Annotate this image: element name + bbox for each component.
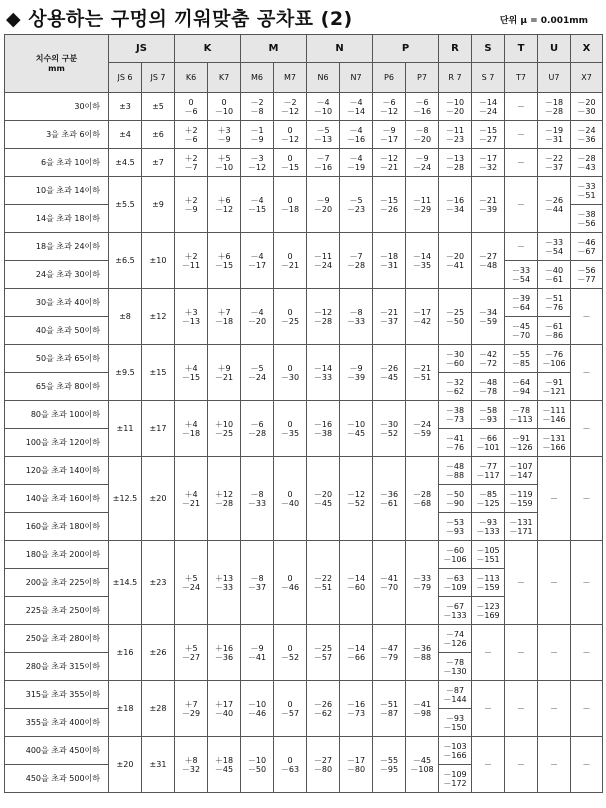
tol-p6: －30 －52 xyxy=(373,401,406,457)
tol-m7: 0 －12 xyxy=(274,121,307,149)
tol-x7: － xyxy=(571,345,603,401)
group-header-row xyxy=(5,35,603,63)
tol-t7: － xyxy=(505,121,538,149)
tol-js6: ±5.5 xyxy=(109,177,142,233)
size-range: 200을 초과 225이하 xyxy=(5,569,109,597)
tol-k7: ＋3 －9 xyxy=(208,121,241,149)
tol-m7: 0 －25 xyxy=(274,289,307,345)
tol-x7: － xyxy=(571,401,603,457)
tol-p6: －41 －70 xyxy=(373,541,406,625)
size-range: 50을 초과 65이하 xyxy=(5,345,109,373)
table-row xyxy=(5,625,603,653)
tol-m7: 0 －63 xyxy=(274,737,307,793)
tol-t7: －131 －171 xyxy=(505,513,538,541)
tol-k7: ＋17 －40 xyxy=(208,681,241,737)
tol-js6: ±20 xyxy=(109,737,142,793)
tol-t7: －64 －94 xyxy=(505,373,538,401)
table-row xyxy=(5,93,603,121)
tol-x7: － xyxy=(571,289,603,345)
tol-r7: －67 －133 xyxy=(439,597,472,625)
table-row xyxy=(5,233,603,261)
size-range: 14을 초과 18이하 xyxy=(5,205,109,233)
tol-r7: －25 －50 xyxy=(439,289,472,345)
group-header: X xyxy=(571,35,603,63)
tol-js7: ±15 xyxy=(142,345,175,401)
tol-js6: ±16 xyxy=(109,625,142,681)
tol-u7: － xyxy=(538,625,571,681)
table-row xyxy=(5,345,603,373)
tol-u7: －19 －31 xyxy=(538,121,571,149)
tol-n7: －4 －14 xyxy=(340,93,373,121)
tol-n6: －14 －33 xyxy=(307,345,340,401)
size-range: 65을 초과 80이하 xyxy=(5,373,109,401)
class-header: M7 xyxy=(274,63,307,93)
tol-r7: －60 －106 xyxy=(439,541,472,569)
group-header: U xyxy=(538,35,571,63)
tol-js6: ±9.5 xyxy=(109,345,142,401)
tol-js6: ±18 xyxy=(109,681,142,737)
tol-r7: －30 －60 xyxy=(439,345,472,373)
table-row xyxy=(5,149,603,177)
tol-m7: 0 －30 xyxy=(274,345,307,401)
class-header: S 7 xyxy=(472,63,505,93)
tol-x7: － xyxy=(571,681,603,737)
class-header: T7 xyxy=(505,63,538,93)
tol-n6: －22 －51 xyxy=(307,541,340,625)
tol-x7: －20 －30 xyxy=(571,93,603,121)
tol-x7: －46 －67 xyxy=(571,233,603,261)
tol-p7: －24 －59 xyxy=(406,401,439,457)
tol-r7: －93 －150 xyxy=(439,709,472,737)
table-row xyxy=(5,541,603,569)
class-header: N6 xyxy=(307,63,340,93)
tol-m6: －4 －20 xyxy=(241,289,274,345)
class-header: P7 xyxy=(406,63,439,93)
tol-js6: ±14.5 xyxy=(109,541,142,625)
tol-s7: －77 －117 xyxy=(472,457,505,485)
tol-p7: －45 －108 xyxy=(406,737,439,793)
tol-k7: ＋10 －25 xyxy=(208,401,241,457)
tol-t7: －107 －147 xyxy=(505,457,538,485)
tol-k6: ＋2 －9 xyxy=(175,177,208,233)
class-header: JS 6 xyxy=(109,63,142,93)
tol-n7: －8 －33 xyxy=(340,289,373,345)
tol-t7: －55 －85 xyxy=(505,345,538,373)
class-header: R 7 xyxy=(439,63,472,93)
tol-m6: －4 －17 xyxy=(241,233,274,289)
tol-x7: －33 －51 xyxy=(571,177,603,205)
tol-k6: ＋4 －15 xyxy=(175,345,208,401)
tol-k6: ＋4 －18 xyxy=(175,401,208,457)
tol-m6: －1 －9 xyxy=(241,121,274,149)
tol-r7: －103 －166 xyxy=(439,737,472,765)
tol-s7: －34 －59 xyxy=(472,289,505,345)
group-header: JS xyxy=(109,35,175,63)
tol-u7: －76 －106 xyxy=(538,345,571,373)
table-row xyxy=(5,121,603,149)
tol-m6: －10 －50 xyxy=(241,737,274,793)
size-range: 120을 초과 140이하 xyxy=(5,457,109,485)
size-range: 24을 초과 30이하 xyxy=(5,261,109,289)
tol-p6: －26 －45 xyxy=(373,345,406,401)
tol-u7: － xyxy=(538,541,571,625)
tol-u7: － xyxy=(538,737,571,793)
tol-r7: －16 －34 xyxy=(439,177,472,233)
class-header: X7 xyxy=(571,63,603,93)
tol-p7: －8 －20 xyxy=(406,121,439,149)
size-range: 30이하 xyxy=(5,93,109,121)
size-range: 160을 초과 180이하 xyxy=(5,513,109,541)
tol-r7: －10 －20 xyxy=(439,93,472,121)
tol-k6: ＋3 －13 xyxy=(175,289,208,345)
tol-js7: ±31 xyxy=(142,737,175,793)
tol-m7: －2 －12 xyxy=(274,93,307,121)
tol-t7: － xyxy=(505,681,538,737)
tol-p7: －41 －98 xyxy=(406,681,439,737)
table-row xyxy=(5,401,603,429)
tol-t7: －45 －70 xyxy=(505,317,538,345)
tol-k7: ＋5 －10 xyxy=(208,149,241,177)
tol-p6: －9 －17 xyxy=(373,121,406,149)
tol-s7: －93 －133 xyxy=(472,513,505,541)
tol-u7: － xyxy=(538,681,571,737)
tol-n7: －17 －80 xyxy=(340,737,373,793)
size-range: 18을 초과 24이하 xyxy=(5,233,109,261)
group-header: M xyxy=(241,35,307,63)
table-row xyxy=(5,177,603,205)
tol-s7: －85 －125 xyxy=(472,485,505,513)
tol-n7: －9 －39 xyxy=(340,345,373,401)
tol-p7: －17 －42 xyxy=(406,289,439,345)
group-header: R xyxy=(439,35,472,63)
tol-s7: －15 －27 xyxy=(472,121,505,149)
tol-m6: －4 －15 xyxy=(241,177,274,233)
tol-n6: －26 －62 xyxy=(307,681,340,737)
class-header: M6 xyxy=(241,63,274,93)
size-range: 450을 초과 500이하 xyxy=(5,765,109,793)
tol-r7: －38 －73 xyxy=(439,401,472,429)
tol-p6: －36 －61 xyxy=(373,457,406,541)
tol-js6: ±11 xyxy=(109,401,142,457)
class-header: U7 xyxy=(538,63,571,93)
tol-n6: －20 －45 xyxy=(307,457,340,541)
tol-k7: 0 －10 xyxy=(208,93,241,121)
table-row xyxy=(5,737,603,765)
tol-js7: ±9 xyxy=(142,177,175,233)
tol-p6: －51 －87 xyxy=(373,681,406,737)
tol-js7: ±20 xyxy=(142,457,175,541)
tol-n6: －12 －28 xyxy=(307,289,340,345)
tol-m6: －2 －8 xyxy=(241,93,274,121)
tol-n6: －25 －57 xyxy=(307,625,340,681)
tol-p7: －9 －24 xyxy=(406,149,439,177)
table-row xyxy=(5,289,603,317)
tol-k6: ＋2 －6 xyxy=(175,121,208,149)
tol-t7: － xyxy=(505,541,538,625)
tol-r7: －13 －28 xyxy=(439,149,472,177)
tol-p7: －36 －88 xyxy=(406,625,439,681)
size-range: 250을 초과 280이하 xyxy=(5,625,109,653)
tol-s7: － xyxy=(472,737,505,793)
tol-n6: －4 －10 xyxy=(307,93,340,121)
tol-n6: －5 －13 xyxy=(307,121,340,149)
tol-x7: －28 －43 xyxy=(571,149,603,177)
tol-s7: －105 －151 xyxy=(472,541,505,569)
tol-n7: －4 －19 xyxy=(340,149,373,177)
tol-s7: －42 －72 xyxy=(472,345,505,373)
tol-p7: －11 －29 xyxy=(406,177,439,233)
tol-u7: －26 －44 xyxy=(538,177,571,233)
tol-r7: －63 －109 xyxy=(439,569,472,597)
tol-r7: －48 －88 xyxy=(439,457,472,485)
tol-p6: －6 －12 xyxy=(373,93,406,121)
tol-k6: ＋7 －29 xyxy=(175,681,208,737)
tol-m7: 0 －21 xyxy=(274,233,307,289)
tol-s7: － xyxy=(472,625,505,681)
tol-js7: ±23 xyxy=(142,541,175,625)
class-header: JS 7 xyxy=(142,63,175,93)
tol-m6: －8 －33 xyxy=(241,457,274,541)
size-range: 40을 초과 50이하 xyxy=(5,317,109,345)
size-range: 3을 초과 6이하 xyxy=(5,121,109,149)
tol-js7: ±5 xyxy=(142,93,175,121)
tol-t7: － xyxy=(505,233,538,261)
tol-n7: －14 －60 xyxy=(340,541,373,625)
size-range: 315을 초과 355이하 xyxy=(5,681,109,709)
tol-u7: － xyxy=(538,457,571,541)
group-header: P xyxy=(373,35,439,63)
size-range: 180을 초과 200이하 xyxy=(5,541,109,569)
tol-s7: －113 －159 xyxy=(472,569,505,597)
tol-s7: －17 －32 xyxy=(472,149,505,177)
table-row xyxy=(5,457,603,485)
tolerance-table xyxy=(4,34,603,793)
tol-m7: 0 －15 xyxy=(274,149,307,177)
tol-u7: －91 －121 xyxy=(538,373,571,401)
tol-r7: －53 －93 xyxy=(439,513,472,541)
size-range: 225을 초과 250이하 xyxy=(5,597,109,625)
tol-js7: ±26 xyxy=(142,625,175,681)
tol-p7: －28 －68 xyxy=(406,457,439,541)
tol-x7: －24 －36 xyxy=(571,121,603,149)
tol-s7: － xyxy=(472,681,505,737)
tol-r7: －78 －130 xyxy=(439,653,472,681)
tol-m7: 0 －35 xyxy=(274,401,307,457)
class-header: P6 xyxy=(373,63,406,93)
tol-x7: － xyxy=(571,541,603,625)
tol-s7: －14 －24 xyxy=(472,93,505,121)
tol-k7: ＋9 －21 xyxy=(208,345,241,401)
tol-r7: －87 －144 xyxy=(439,681,472,709)
tol-k6: ＋8 －32 xyxy=(175,737,208,793)
table-row xyxy=(5,681,603,709)
tol-m7: 0 －40 xyxy=(274,457,307,541)
tol-m7: 0 －46 xyxy=(274,541,307,625)
tol-u7: －18 －28 xyxy=(538,93,571,121)
tol-k7: ＋13 －33 xyxy=(208,541,241,625)
tol-m6: －10 －46 xyxy=(241,681,274,737)
tol-r7: －11 －23 xyxy=(439,121,472,149)
tol-k7: ＋16 －36 xyxy=(208,625,241,681)
tol-js6: ±4 xyxy=(109,121,142,149)
tol-p6: －21 －37 xyxy=(373,289,406,345)
tol-k7: ＋18 －45 xyxy=(208,737,241,793)
size-range: 80을 초과 100이하 xyxy=(5,401,109,429)
tol-n7: －14 －66 xyxy=(340,625,373,681)
tol-t7: － xyxy=(505,149,538,177)
tol-x7: － xyxy=(571,457,603,541)
tol-m7: 0 －57 xyxy=(274,681,307,737)
tol-u7: －61 －86 xyxy=(538,317,571,345)
tol-s7: －48 －78 xyxy=(472,373,505,401)
tol-x7: －56 －77 xyxy=(571,261,603,289)
size-range: 280을 초과 315이하 xyxy=(5,653,109,681)
group-header: T xyxy=(505,35,538,63)
tol-t7: － xyxy=(505,625,538,681)
tol-s7: －58 －93 xyxy=(472,401,505,429)
tol-n6: －11 －24 xyxy=(307,233,340,289)
tol-p7: －6 －16 xyxy=(406,93,439,121)
tol-n7: －5 －23 xyxy=(340,177,373,233)
tol-m6: －8 －37 xyxy=(241,541,274,625)
tol-k7: ＋6 －15 xyxy=(208,233,241,289)
tol-u7: －33 －54 xyxy=(538,233,571,261)
tol-js6: ±3 xyxy=(109,93,142,121)
page-title: ◆ 상용하는 구멍의 끼워맞춤 공차표 (2) xyxy=(6,8,353,30)
tol-m6: －5 －24 xyxy=(241,345,274,401)
tol-m7: 0 －52 xyxy=(274,625,307,681)
tol-m6: －6 －28 xyxy=(241,401,274,457)
tol-js6: ±6.5 xyxy=(109,233,142,289)
tol-s7: －123 －169 xyxy=(472,597,505,625)
tol-x7: －38 －56 xyxy=(571,205,603,233)
tol-r7: －74 －126 xyxy=(439,625,472,653)
tol-u7: －22 －37 xyxy=(538,149,571,177)
tol-p7: －33 －79 xyxy=(406,541,439,625)
size-range: 6을 초과 10이하 xyxy=(5,149,109,177)
tol-r7: －109 －172 xyxy=(439,765,472,793)
tol-k6: ＋2 －7 xyxy=(175,149,208,177)
class-header: K7 xyxy=(208,63,241,93)
tol-p6: －18 －31 xyxy=(373,233,406,289)
class-header: K6 xyxy=(175,63,208,93)
tol-u7: －40 －61 xyxy=(538,261,571,289)
tol-n6: －9 －20 xyxy=(307,177,340,233)
group-header: S xyxy=(472,35,505,63)
tol-u7: －51 －76 xyxy=(538,289,571,317)
tol-p6: －47 －79 xyxy=(373,625,406,681)
tol-k6: ＋5 －27 xyxy=(175,625,208,681)
tol-js6: ±12.5 xyxy=(109,457,142,541)
size-range: 30을 초과 40이하 xyxy=(5,289,109,317)
tol-u7: －131 －166 xyxy=(538,429,571,457)
tol-u7: －111 －146 xyxy=(538,401,571,429)
tol-t7: －78 －113 xyxy=(505,401,538,429)
group-header: K xyxy=(175,35,241,63)
tol-t7: － xyxy=(505,93,538,121)
size-range: 400을 초과 450이하 xyxy=(5,737,109,765)
tol-k6: ＋5 －24 xyxy=(175,541,208,625)
tol-n6: －27 －80 xyxy=(307,737,340,793)
tol-js7: ±12 xyxy=(142,289,175,345)
tol-n6: －7 －16 xyxy=(307,149,340,177)
tol-t7: －91 －126 xyxy=(505,429,538,457)
tol-r7: －20 －41 xyxy=(439,233,472,289)
tol-r7: －32 －62 xyxy=(439,373,472,401)
size-range: 10을 초과 14이하 xyxy=(5,177,109,205)
tol-t7: －39 －64 xyxy=(505,289,538,317)
tol-n7: －4 －16 xyxy=(340,121,373,149)
tol-t7: －33 －54 xyxy=(505,261,538,289)
size-range: 100을 초과 120이하 xyxy=(5,429,109,457)
class-header: N7 xyxy=(340,63,373,93)
tol-k7: ＋6 －12 xyxy=(208,177,241,233)
tol-s7: －27 －48 xyxy=(472,233,505,289)
tol-p7: －14 －35 xyxy=(406,233,439,289)
tol-p7: －21 －51 xyxy=(406,345,439,401)
tol-n7: －16 －73 xyxy=(340,681,373,737)
tol-k7: ＋7 －18 xyxy=(208,289,241,345)
tol-t7: －119 －159 xyxy=(505,485,538,513)
tol-s7: －66 －101 xyxy=(472,429,505,457)
tol-s7: －21 －39 xyxy=(472,177,505,233)
tol-js7: ±28 xyxy=(142,681,175,737)
tol-x7: － xyxy=(571,737,603,793)
tol-m6: －3 －12 xyxy=(241,149,274,177)
tol-k6: 0 －6 xyxy=(175,93,208,121)
tol-js7: ±10 xyxy=(142,233,175,289)
group-header: N xyxy=(307,35,373,63)
tol-m6: －9 －41 xyxy=(241,625,274,681)
tol-js7: ±6 xyxy=(142,121,175,149)
tol-p6: －12 －21 xyxy=(373,149,406,177)
tol-t7: － xyxy=(505,177,538,233)
tol-js6: ±4.5 xyxy=(109,149,142,177)
tol-js6: ±8 xyxy=(109,289,142,345)
tol-k6: ＋4 －21 xyxy=(175,457,208,541)
tol-js7: ±7 xyxy=(142,149,175,177)
tol-r7: －50 －90 xyxy=(439,485,472,513)
tol-n6: －16 －38 xyxy=(307,401,340,457)
tol-k7: ＋12 －28 xyxy=(208,457,241,541)
tol-m7: 0 －18 xyxy=(274,177,307,233)
tol-p6: －15 －26 xyxy=(373,177,406,233)
tol-t7: － xyxy=(505,737,538,793)
tol-js7: ±17 xyxy=(142,401,175,457)
tol-n7: －10 －45 xyxy=(340,401,373,457)
tol-x7: － xyxy=(571,625,603,681)
tol-n7: －12 －52 xyxy=(340,457,373,541)
size-range: 140을 초과 160이하 xyxy=(5,485,109,513)
tol-k6: ＋2 －11 xyxy=(175,233,208,289)
tol-n7: －7 －28 xyxy=(340,233,373,289)
tol-p6: －55 －95 xyxy=(373,737,406,793)
tol-r7: －41 －76 xyxy=(439,429,472,457)
size-range: 355을 초과 400이하 xyxy=(5,709,109,737)
unit-label: 단위 μ = 0.001mm xyxy=(499,16,588,26)
size-header: 치수의 구분 mm xyxy=(5,35,109,93)
